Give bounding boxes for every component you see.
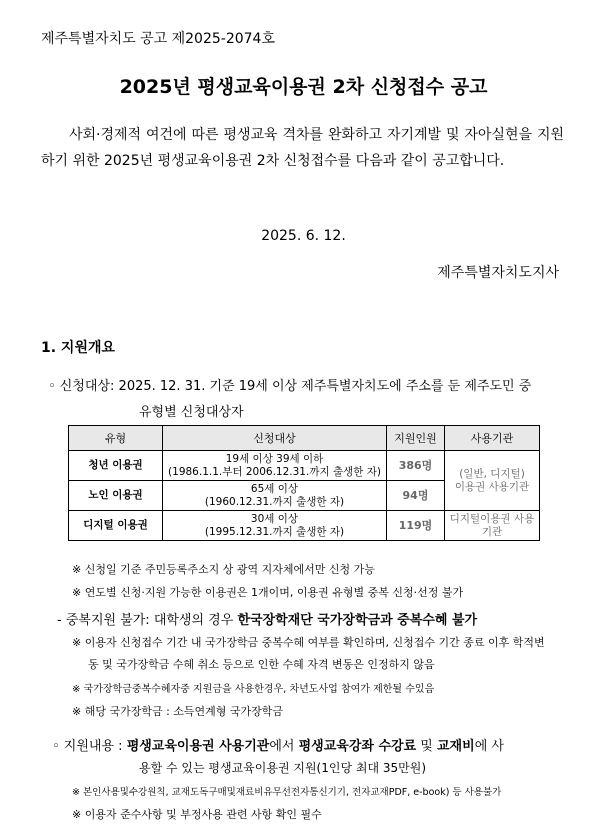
note: ※ 신청일 기준 주민등록주소지 상 광역 지자체에서만 신청 가능	[72, 563, 375, 576]
target-cell	[163, 481, 387, 511]
agency-text: 이용권 사용기관	[454, 480, 530, 493]
table-header: 지원인원	[387, 426, 445, 451]
target-text: 65세 이상	[250, 482, 299, 495]
page-title: 2025년 평생교육이용권 2차 신청접수 공고	[119, 76, 488, 98]
target-text: 30세 이상	[250, 512, 299, 525]
table-header: 사용기관	[445, 426, 540, 451]
support-emphasis: 평생교육강좌 수강료	[298, 739, 417, 754]
table-header: 신청대상	[163, 426, 387, 451]
count-cell: 94명	[387, 481, 445, 511]
note: ※ 연도별 신청·지원 가능한 이용권은 1개이며, 이용권 유형별 중복 신청·선정 불가	[72, 586, 464, 599]
agency-text: 기관	[481, 525, 503, 538]
agency-cell	[445, 511, 540, 541]
target-text: 19세 이상 39세 이하	[225, 452, 324, 465]
target-cell	[163, 511, 387, 541]
table-header: 유형	[69, 426, 163, 451]
note: ※ 해당 국가장학금 : 소득연계형 국가장학금	[72, 705, 284, 718]
section-heading: 1. 지원개요	[41, 340, 116, 356]
duplicate-line	[57, 609, 477, 628]
note: ※ 국가장학금중복수혜자중 지원금을 사용한경우, 차년도사업 참여가 제한될 수있음	[72, 684, 435, 695]
support-line	[52, 735, 504, 754]
support-text: 에서	[269, 739, 299, 754]
note: ※ 이용자 신청접수 기간 내 국가장학금 중복수혜 여부를 확인하며, 신청접수 기간 종료 이후 학적변	[72, 636, 545, 649]
count-cell: 386명	[387, 451, 445, 481]
support-emphasis: 교재비	[437, 739, 475, 754]
duplicate-prefix: - 중복지원 불가: 대학생의 경우	[57, 613, 238, 628]
table-header-row	[69, 426, 540, 451]
type-cell: 청년 이용권	[69, 451, 163, 481]
note: 동 및 국가장학금 수혜 취소 등으로 인한 수혜 자격 변동은 인정하지 않음	[88, 658, 435, 671]
target-text: (1995.12.31.까지 출생한 자)	[204, 525, 345, 538]
count-cell: 119명	[387, 511, 445, 541]
support-emphasis: 평생교육이용권 사용기관	[126, 739, 270, 754]
target-line-1: ◦ 신청대상: 2025. 12. 31. 기준 19세 이상 제주특별자치도에 주소를 둔 제주도민 중	[48, 379, 532, 394]
intro-paragraph: 사회·경제적 여건에 따른 평생교육 격차를 완화하고 자기계발 및 자아실현을 지원하기 위한 2025년 평생교육이용권 2차 신청접수를 다음과 같이 공고합니다.	[41, 127, 564, 169]
note: ※ 이용자 준수사항 및 부정사용 관련 사항 확인 필수	[72, 808, 322, 821]
target-text: (1960.12.31.까지 출생한 자)	[204, 495, 345, 508]
type-cell: 노인 이용권	[69, 481, 163, 511]
table-row	[69, 511, 540, 541]
support-prefix: ◦ 지원내용 :	[52, 739, 127, 754]
support-line-2: 용할 수 있는 평생교육이용권 지원(1인당 최대 35만원)	[139, 761, 426, 775]
eligibility-table	[68, 425, 540, 541]
support-text: 에 사	[474, 739, 504, 754]
notice-date: 2025. 6. 12.	[261, 228, 346, 244]
agency-cell	[445, 451, 540, 511]
target-line-2: 유형별 신청대상자	[139, 405, 244, 420]
agency-text: 디지털이용권 사용	[449, 512, 535, 525]
type-cell: 디지털 이용권	[69, 511, 163, 541]
target-cell	[163, 451, 387, 481]
note: ※ 본인사용및수강원칙, 교재도독구매및재료비유무선전자통신기기, 전자교재PDF, e-book) 등 사용불가	[72, 787, 502, 798]
notice-number: 제주특별자치도 공고 제2025-2074호	[41, 31, 275, 47]
support-text: 및	[416, 739, 437, 754]
target-text: (1986.1.1.부터 2006.12.31.까지 출생한 자)	[168, 465, 381, 478]
issuer: 제주특별자치도지사	[437, 265, 559, 281]
duplicate-emphasis: 한국장학재단 국가장학금과 중복수혜 불가	[237, 613, 478, 628]
agency-text: (일반, 디지털)	[459, 467, 525, 480]
table-row	[69, 451, 540, 481]
